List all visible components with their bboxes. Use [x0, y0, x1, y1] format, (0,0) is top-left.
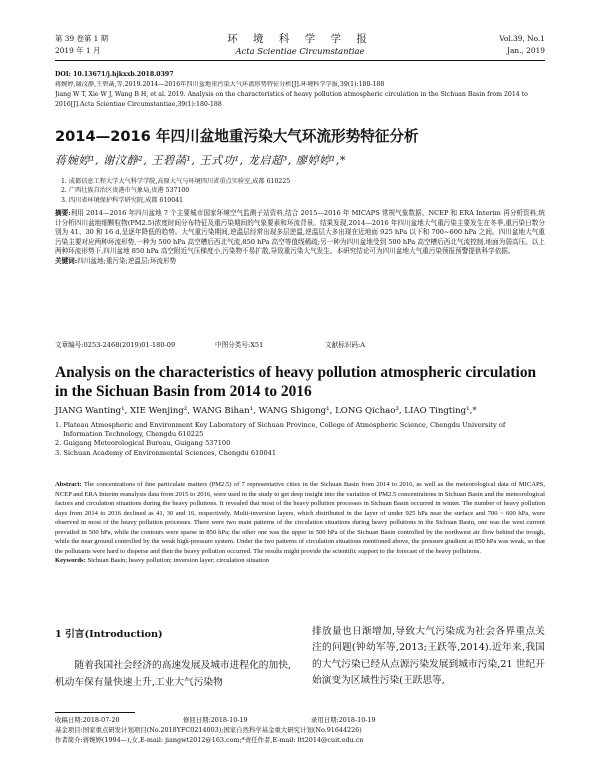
- funding-note: 基金项目:国家重点研发计划项目(No.2018YFC0214003);国家自然科学基金重大研究计划(No.91644226): [55, 726, 362, 734]
- affiliation-cn-3: 3. 四川省环境保护科学研究院,成都 610041: [61, 196, 184, 204]
- dates-line: [55, 716, 545, 726]
- clc-number: 中图分类号:X51: [215, 341, 264, 349]
- received-date: 收稿日期:2018-07-20: [55, 716, 120, 724]
- authors-cn: 蒋婉婷¹, 谢汶静², 王碧菡¹, 王式功¹, 龙启超³, 廖婷婷¹,*: [55, 154, 346, 167]
- citation-en-line1: Jiang W T, Xie W J, Wang B H, et al. 2019. Analysis on the characteristics of heavy pollution atmospheric circulation in the Sichuan Basin from 2014 to: [55, 91, 528, 98]
- abstract-en-label: Abstract:: [55, 481, 82, 488]
- citation-en-line2: 2016[J].Acta Scientiae Circumstantiae,39(1):180-188: [55, 101, 222, 108]
- header-journal-en: Acta Scientiae Circumstantiae: [235, 46, 365, 56]
- affiliation-en-2: 2. Guigang Meteorological Bureau, Guigang 537100: [55, 439, 231, 448]
- intro-right-column: [312, 624, 545, 706]
- abstract-cn-label: 摘要:: [55, 209, 71, 217]
- header-volume-cn: 第 39 卷第 1 期: [55, 34, 109, 43]
- abstract-en: [55, 480, 545, 610]
- keywords-en-text: Sichuan Basin; heavy pollution; inversion layer; circulation situation: [87, 557, 269, 564]
- keywords-cn-text: 四川盆地;重污染;逆温层;环流形势: [77, 256, 177, 265]
- intro-left-paragraph: 随着我国社会经济的高速发展及城市进程化的加快,机动车保有量快速上升,工业大气污染物: [55, 660, 291, 688]
- abstract-en-text: The concentrations of fine particulate matters (PM2.5) of 7 representative cities in the Sichuan Basin from 2014 to 2016, as well as the meteorological data of MICAPS, NCEP and ERA Interim reanalysis data from 2015 to 2016, were used in the study to get deep insight into the variation of PM2.5 concentrations in Sichuan Basin and the meteorological factors and circulation situations during the heavy pollutions. It revealed that most of the heavy pollution processes in Sichuan Basin occurred in winter. The number of heavy pollution days from 2014 to 2016 declined as 41, 30 and 16, respectively. Multi-inversion layers, which distributed in the layer of under 925 hPa near the surface and 700 ~ 600 hPa, were observed in most of the heavy pollution processes. There were two main patterns of the circulation situations during heavy pollutions in the Sichuan Basin, one was the west current prevailed in 500 hPa, while the contours were sparse in 850 hPa; the other one was the upper in 500 hPa of the Sichuan Basin controlled by the northwest air flow behind the trough, while the near ground controlled by the weak high-pressure system. Under the two patterns of circulation situations mentioned above, the pressure gradient at 850 hPa was weak, so that the pollutants were hard to disperse and then the heavy pollution occurred. The results might provide the scientific support to the forecast of the heavy pollutions.: [55, 481, 545, 555]
- header-date-en: Jan., 2019: [507, 46, 545, 55]
- title-cn: 2014—2016 年四川盆地重污染大气环流形势特征分析: [55, 128, 419, 145]
- keywords-en-label: Keywords:: [55, 557, 86, 564]
- affiliations-en: [55, 421, 545, 458]
- intro-heading: 1 引言(Introduction): [55, 629, 163, 640]
- author-note[interactable]: 作者简介:蒋婉婷(1994—),女,E-mail: jiangwt2012@163.com;*责任作者,E-mail: ltt2014@cuit.edu.cn: [55, 736, 364, 744]
- citation-cn: 蒋婉婷,谢汶静,王碧菡,等.2019.2014—2016年四川盆地重污染大气环流形势特征分析[J].环境科学学报,39(1):180-188: [55, 81, 385, 88]
- accepted-date: 录用日期:2018-10-19: [311, 716, 376, 724]
- intro-right-paragraph: 排放量也日渐增加,导致大气污染成为社会各界重点关注的问题(钟幼军等,2013;王跃等,2014).近年来,我国的大气污染已经从点源污染发展到城市污染,21 世纪开始演变为区域性污染(王跃思等,: [312, 626, 545, 687]
- keywords-cn-label: 关键词:: [55, 256, 78, 265]
- authors-en: JIANG Wanting¹, XIE Wenjing², WANG Bihan¹, WANG Shigong¹, LONG Qichao³, LIAO Tingting¹,*: [55, 406, 477, 416]
- affiliation-en-1: 1. Plateau Atmospheric and Environment Key Laboratory of Sichuan Province, College of Atmospheric Science, Chengdu University of Information Technology, Chengdu 610225: [55, 421, 506, 439]
- document-code: 文献标识码:A: [325, 341, 365, 349]
- intro-left-column: [55, 625, 291, 705]
- classification-cn: [55, 341, 545, 350]
- header-date-cn: 2019 年 1 月: [55, 46, 101, 55]
- abstract-cn-text: 利用 2014—2016 年四川盆地 7 个主要城市国家环境空气监测子站资料,结合 2015—2016 年 MICAPS 常规气象数据、NCEP 和 ERA Interim 再分析资料,统计分析四川盆地细颗粒物(PM2.5)浓度时间分布特征及重污染期间的气象要素和环流背景。结果发现,2014—2016 年四川盆地大气重污染主要发生在冬季,重污染日数分别为 41、30 和 16 d,呈逐年降低的趋势。大气重污染期间,逆温层经常出现多层逆温,逆温层大多出现在近地面 925 hPa 以下和 700~600 hPa 之间。四川盆地大气重污染主要对应两种环流形势,一种为 500 hPa 高空槽后西北气流,850 hPa 高空等值线稀疏;另一种为四川盆地受到 500 hPa 高空槽后西北气流控制,地面为弱高压。以上两种环流形势下,四川盆地 850 hPa 高空附近气压梯度小,污染物不易扩散,导致重污染大气发生。本研究结论可为四川盆地大气重污染预报预警提供科学依据。: [55, 209, 545, 256]
- header-rule: [55, 60, 545, 61]
- header-volume-en: Vol.39, No.1: [499, 34, 545, 43]
- affiliation-en-3: 3. Sichuan Academy of Environmental Sciences, Chengdu 610041: [55, 448, 277, 457]
- article-number: 文章编号:0253-2468(2019)01-180-09: [55, 341, 176, 349]
- header-journal-cn: 环 境 科 学 学 报: [227, 33, 373, 45]
- affiliations-cn: [55, 177, 545, 205]
- affiliation-cn-1: 1. 成都信息工程大学大气科学学院,高原大气与环境四川省重点实验室,成都 610225: [61, 178, 291, 185]
- affiliation-cn-2: 2. 广西壮族自治区贵港市气象局,贵港 537100: [61, 187, 190, 195]
- doi[interactable]: DOI: 10.13671/j.hjkxxb.2018.0397: [55, 71, 174, 78]
- footnote-rule: [55, 712, 135, 713]
- abstract-cn: [55, 209, 545, 327]
- revised-date: 修回日期:2018-10-19: [183, 716, 248, 724]
- title-en: Analysis on the characteristics of heavy pollution atmospheric circulation in the Sichuan Basin from 2014 to 2016: [55, 364, 537, 400]
